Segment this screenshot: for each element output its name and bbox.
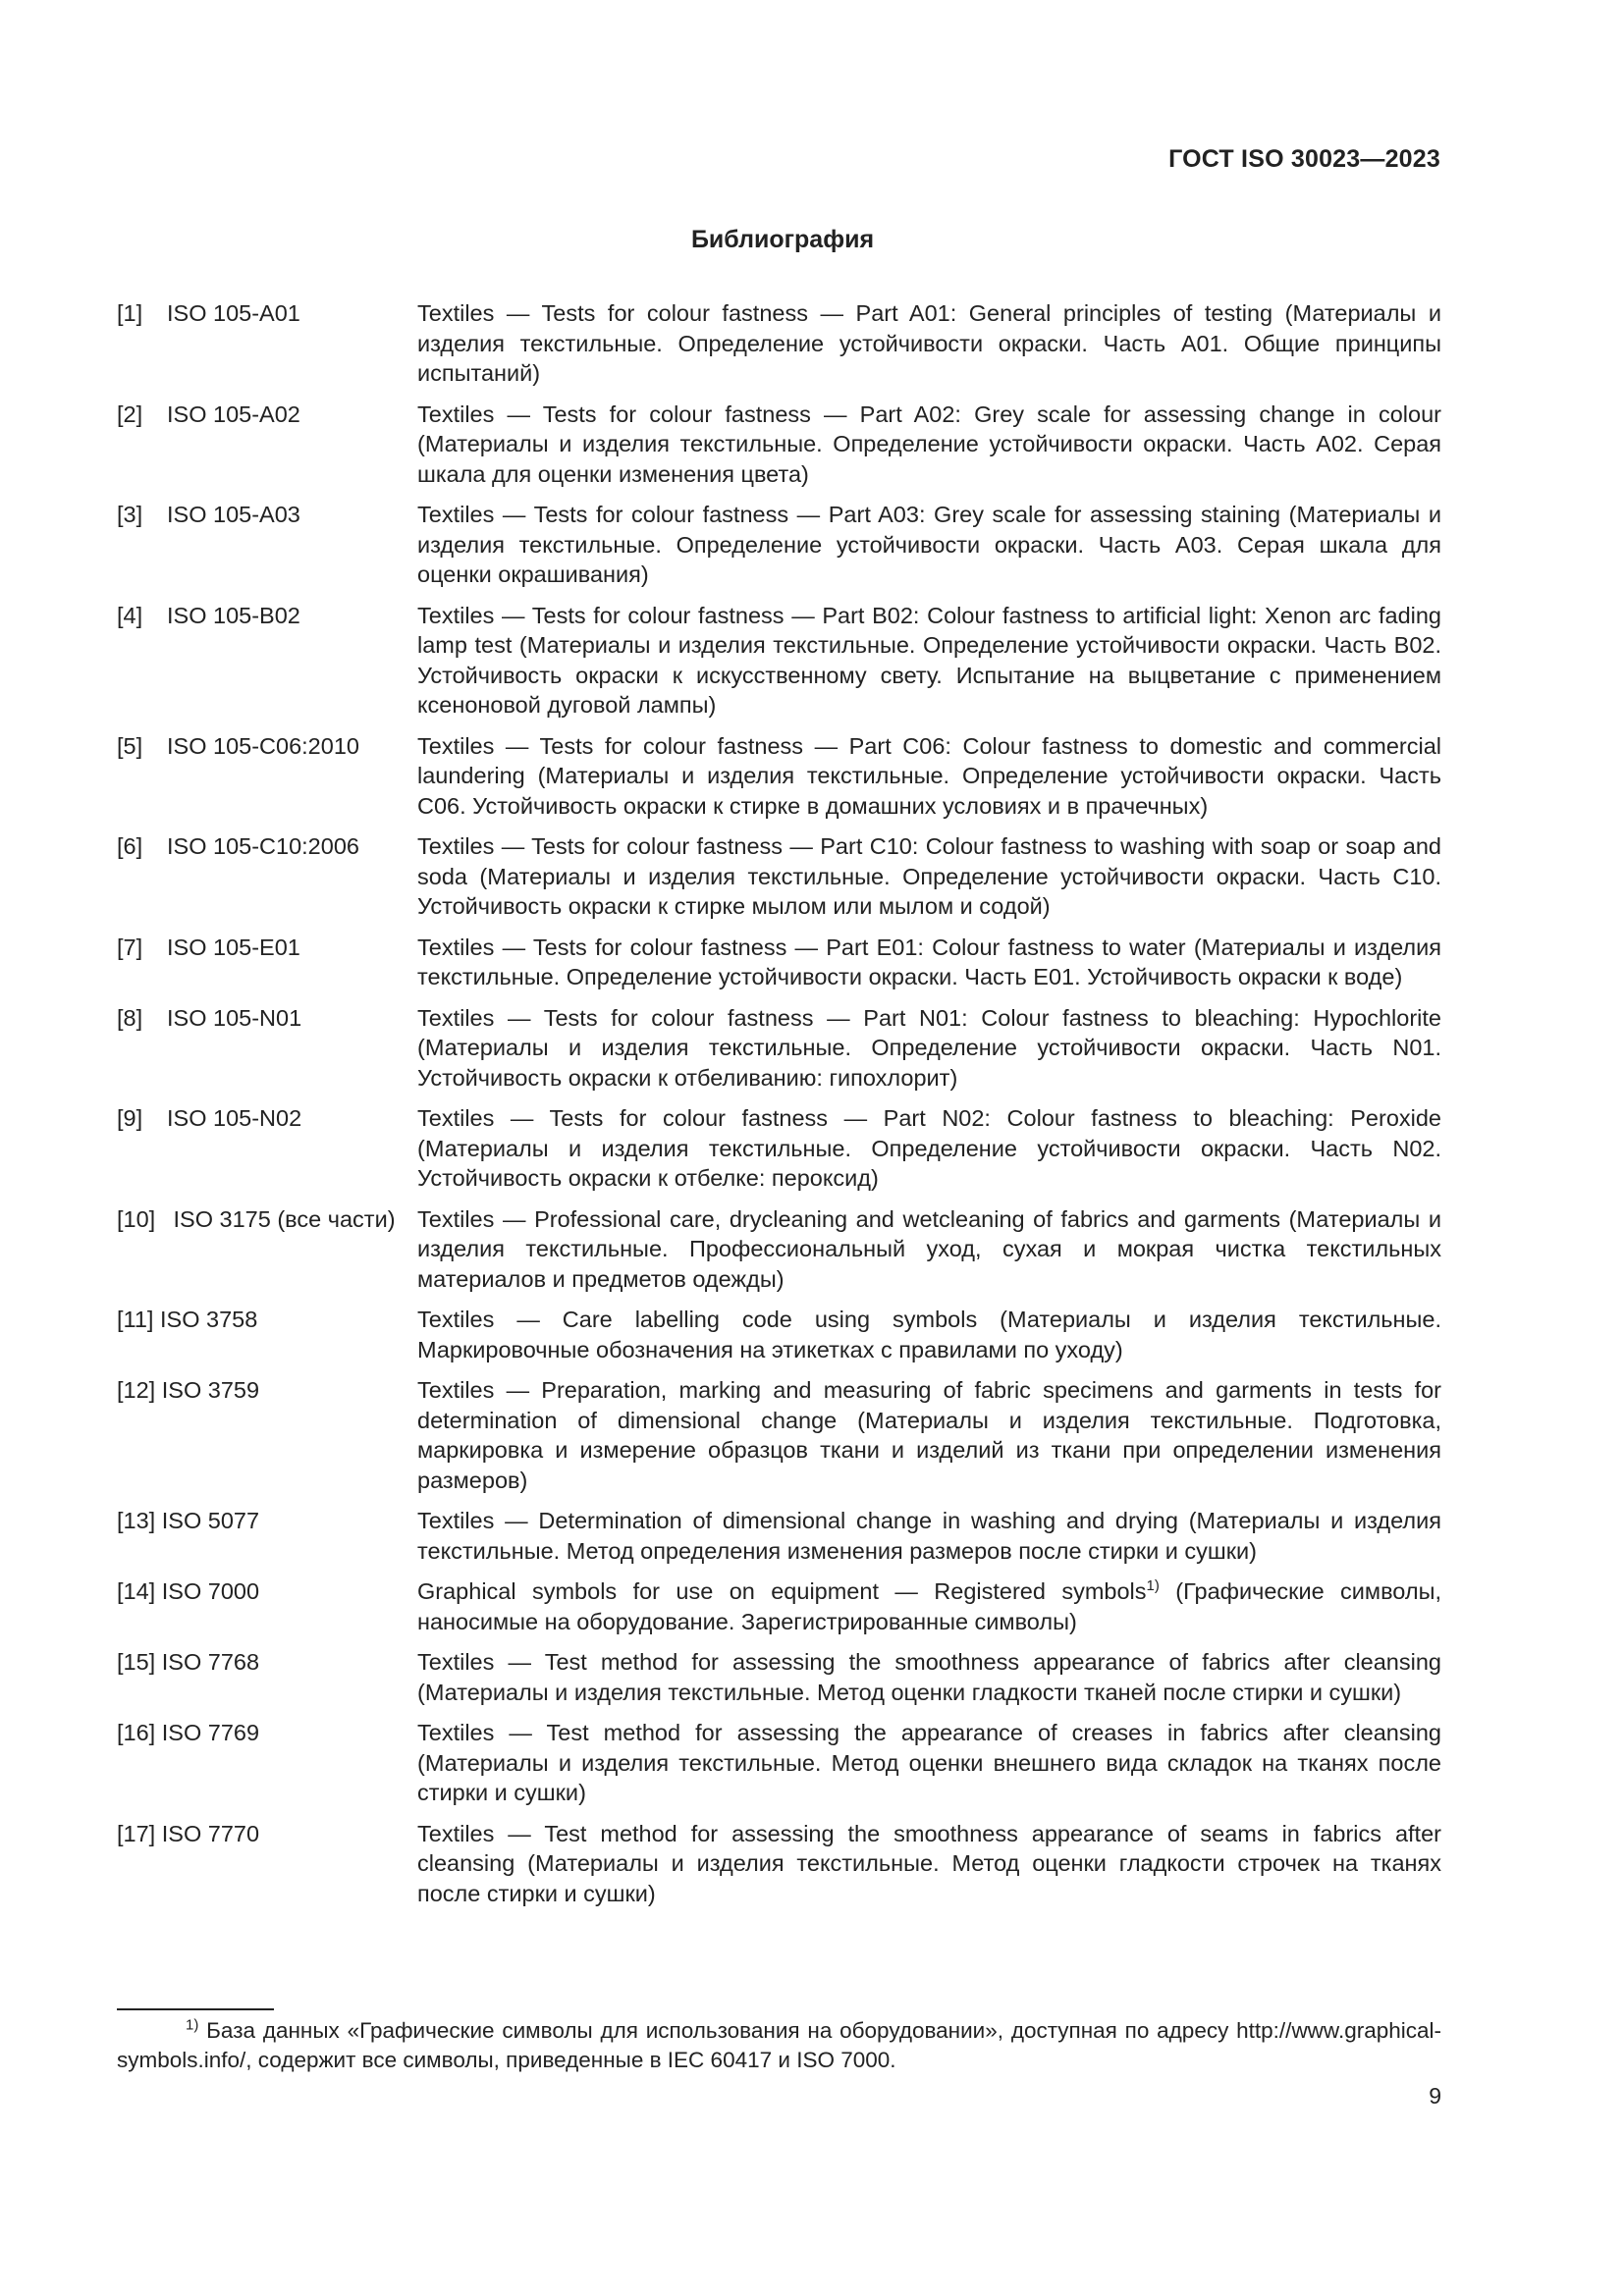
entry-reference: [117, 1819, 417, 1849]
entry-description: Textiles — Tests for colour fastness — Part N02: Colour fastness to bleaching: Peroxide (Материалы и изделия текстильные. Определение устойчивости окраски. Часть N02. Устойчивость окраски к отбелке: пероксид): [417, 1105, 1441, 1191]
entry-number: [16]: [117, 1720, 156, 1745]
entry-reference: [117, 1375, 417, 1406]
footnote-marker: 1): [186, 2016, 199, 2034]
footnote-reference[interactable]: 1): [1146, 1577, 1160, 1595]
entry-description: Textiles — Determination of dimensional change in washing and drying (Материалы и изделия текстильные. Метод определения изменения размеров после стирки и сушки): [417, 1508, 1441, 1564]
entry-description: Textiles — Tests for colour fastness — Part C06: Colour fastness to domestic and commercial laundering (Материалы и изделия текстильные. Определение устойчивости окраски. Часть C06. Устойчивость окраски к стирке в домашних условиях и в прачечных): [417, 732, 1441, 819]
entry-code: ISO 105-A03: [167, 502, 300, 527]
bibliography-entry: [117, 1305, 1441, 1364]
bibliography-entry: [117, 500, 1441, 590]
entry-reference: [117, 1204, 417, 1235]
entry-number: [8]: [117, 1004, 143, 1031]
entry-reference: [117, 1718, 417, 1748]
bibliography-entry: [117, 831, 1441, 922]
bibliography-entry: [117, 1506, 1441, 1566]
entry-text-continued: (Графические символы, наносимые на оборудование. Зарегистрированные символы): [417, 1578, 1441, 1634]
entry-description: Textiles — Professional care, drycleaning and wetcleaning of fabrics and garments (Материалы и изделия текстильные. Профессиональный уход, сухая и мокрая чистка текстильных материалов и предметов одежды): [417, 1205, 1441, 1292]
entry-reference: [117, 500, 417, 530]
entry-reference: [117, 731, 417, 762]
entry-description: Textiles — Preparation, marking and measuring of fabric specimens and garments in tests for determination of dimensional change (Материалы и изделия текстильные. Подготовка, маркировка и измерение образцов ткани и изделий из ткани при определении изменения размеров): [417, 1377, 1441, 1493]
entry-number: [2]: [117, 400, 143, 427]
entry-number: [3]: [117, 502, 143, 527]
entry-code: ISO 7769: [161, 1720, 260, 1745]
entry-code: ISO 7000: [161, 1578, 260, 1604]
bibliography-entry: [117, 1003, 1441, 1094]
entry-reference: [117, 298, 417, 329]
entry-description: Textiles — Tests for colour fastness — Part E01: Colour fastness to water (Материалы и изделия текстильные. Определение устойчивости окраски. Часть E01. Устойчивость окраски к воде): [417, 934, 1441, 989]
entry-code: ISO 105-A02: [167, 400, 300, 427]
entry-code: ISO 105-N01: [167, 1004, 302, 1031]
entry-reference: [117, 1305, 417, 1335]
bibliography-entry: [117, 731, 1441, 822]
entry-code: ISO 5077: [161, 1508, 260, 1533]
entry-code: ISO 3758: [159, 1307, 258, 1332]
entry-reference: [117, 1003, 417, 1034]
entry-description: Textiles — Tests for colour fastness — Part A02: Grey scale for assessing change in colour (Материалы и изделия текстильные. Определение устойчивости окраски. Часть A02. Серая шкала для оценки изменения цвета): [417, 400, 1441, 487]
page-number: 9: [1429, 2083, 1441, 2109]
entry-reference: [117, 933, 417, 963]
entry-code: ISO 105-B02: [167, 602, 300, 628]
entry-code: ISO 3175 (все части): [173, 1205, 396, 1232]
bibliography-entry: [117, 298, 1441, 389]
bibliography-entry: [117, 1718, 1441, 1808]
entry-description: Textiles — Tests for colour fastness — Part N01: Colour fastness to bleaching: Hypochlorite (Материалы и изделия текстильные. Определение устойчивости окраски. Часть N01. Устойчивость окраски к отбеливанию: гипохлорит): [417, 1004, 1441, 1091]
bibliography-entry: [117, 1576, 1441, 1636]
entry-reference: [117, 601, 417, 631]
entry-number: [14]: [117, 1578, 156, 1604]
entry-number: [9]: [117, 1105, 143, 1131]
entry-number: [6]: [117, 833, 143, 859]
entry-text: Graphical symbols for use on equipment — Registered symbols: [417, 1578, 1147, 1604]
bibliography-entry: [117, 1647, 1441, 1707]
entry-code: ISO 3759: [161, 1377, 260, 1403]
entry-description: Textiles — Care labelling code using symbols (Материалы и изделия текстильные. Маркировочные обозначения на этикетках с правилами по уходу): [417, 1307, 1441, 1362]
entry-code: ISO 105-A01: [167, 300, 300, 326]
entry-number: [7]: [117, 934, 143, 960]
entry-code: ISO 7768: [161, 1649, 260, 1675]
bibliography-list: [117, 298, 1441, 1919]
entry-description: Textiles — Tests for colour fastness — Part C10: Colour fastness to washing with soap or soap and soda (Материалы и изделия текстильные. Определение устойчивости окраски. Часть C10. Устойчивость окраски к стирке мылом или мылом и содой): [417, 833, 1441, 919]
bibliography-entry: [117, 933, 1441, 992]
entry-reference: [117, 1506, 417, 1536]
entry-number: [1]: [117, 300, 143, 326]
entry-number: [4]: [117, 602, 143, 628]
entry-reference: [117, 1576, 417, 1607]
bibliography-entry: [117, 1375, 1441, 1495]
entry-number: [11]: [117, 1307, 154, 1332]
entry-number: [15]: [117, 1649, 156, 1675]
entry-reference: [117, 400, 417, 430]
bibliography-entry: [117, 1103, 1441, 1194]
section-title: Библиография: [690, 226, 875, 253]
entry-description: Textiles — Tests for colour fastness — Part A01: General principles of testing (Материалы и изделия текстильные. Определение устойчивости окраски. Часть A01. Общие принципы испытаний): [417, 300, 1441, 386]
entry-code: ISO 7770: [161, 1820, 260, 1846]
entry-number: [10]: [117, 1205, 156, 1232]
document-id: ГОСТ ISO 30023—2023: [1168, 145, 1440, 173]
bibliography-entry: [117, 400, 1441, 490]
footnote-divider: [117, 2008, 274, 2010]
entry-code: ISO 105-E01: [167, 934, 300, 960]
entry-number: [5]: [117, 732, 143, 759]
entry-code: ISO 105-N02: [167, 1105, 302, 1131]
entry-reference: [117, 1103, 417, 1134]
entry-number: [12]: [117, 1377, 156, 1403]
entry-number: [13]: [117, 1508, 156, 1533]
bibliography-entry: [117, 601, 1441, 721]
entry-number: [17]: [117, 1820, 156, 1846]
entry-code: ISO 105-C10:2006: [167, 833, 359, 859]
footnote: [117, 2016, 1441, 2075]
entry-description: Textiles — Test method for assessing the smoothness appearance of fabrics after cleansing (Материалы и изделия текстильные. Метод оценки гладкости тканей после стирки и сушки): [417, 1649, 1441, 1705]
entry-description: Textiles — Test method for assessing the appearance of creases in fabrics after cleansing (Материалы и изделия текстильные. Метод оценки внешнего вида складок на тканях после стирки и сушки): [417, 1720, 1441, 1805]
entry-code: ISO 105-C06:2010: [167, 732, 359, 759]
entry-description: Textiles — Test method for assessing the smoothness appearance of seams in fabrics after cleansing (Материалы и изделия текстильные. Метод оценки гладкости строчек на тканях после стирки и сушки): [417, 1820, 1441, 1906]
entry-description: Textiles — Tests for colour fastness — Part B02: Colour fastness to artificial light: Xenon arc fading lamp test (Материалы и изделия текстильные. Определение устойчивости окраски. Часть B02. Устойчивость окраски к искусственному свету. Испытание на выцветание с применением ксеноновой дуговой лампы): [417, 602, 1441, 718]
bibliography-entry: [117, 1204, 1441, 1295]
footnote-text: База данных «Графические символы для использования на оборудовании», доступная по адресу http://www.graphical-symbols.info/, содержит все символы, приведенные в IEC 60417 и ISO 7000.: [117, 2018, 1441, 2072]
bibliography-entry: [117, 1819, 1441, 1909]
entry-description: [417, 1576, 1441, 1636]
entry-description: Textiles — Tests for colour fastness — Part A03: Grey scale for assessing staining (Материалы и изделия текстильные. Определение устойчивости окраски. Часть A03. Серая шкала для оценки окрашивания): [417, 502, 1441, 587]
entry-reference: [117, 1647, 417, 1678]
entry-reference: [117, 831, 417, 862]
